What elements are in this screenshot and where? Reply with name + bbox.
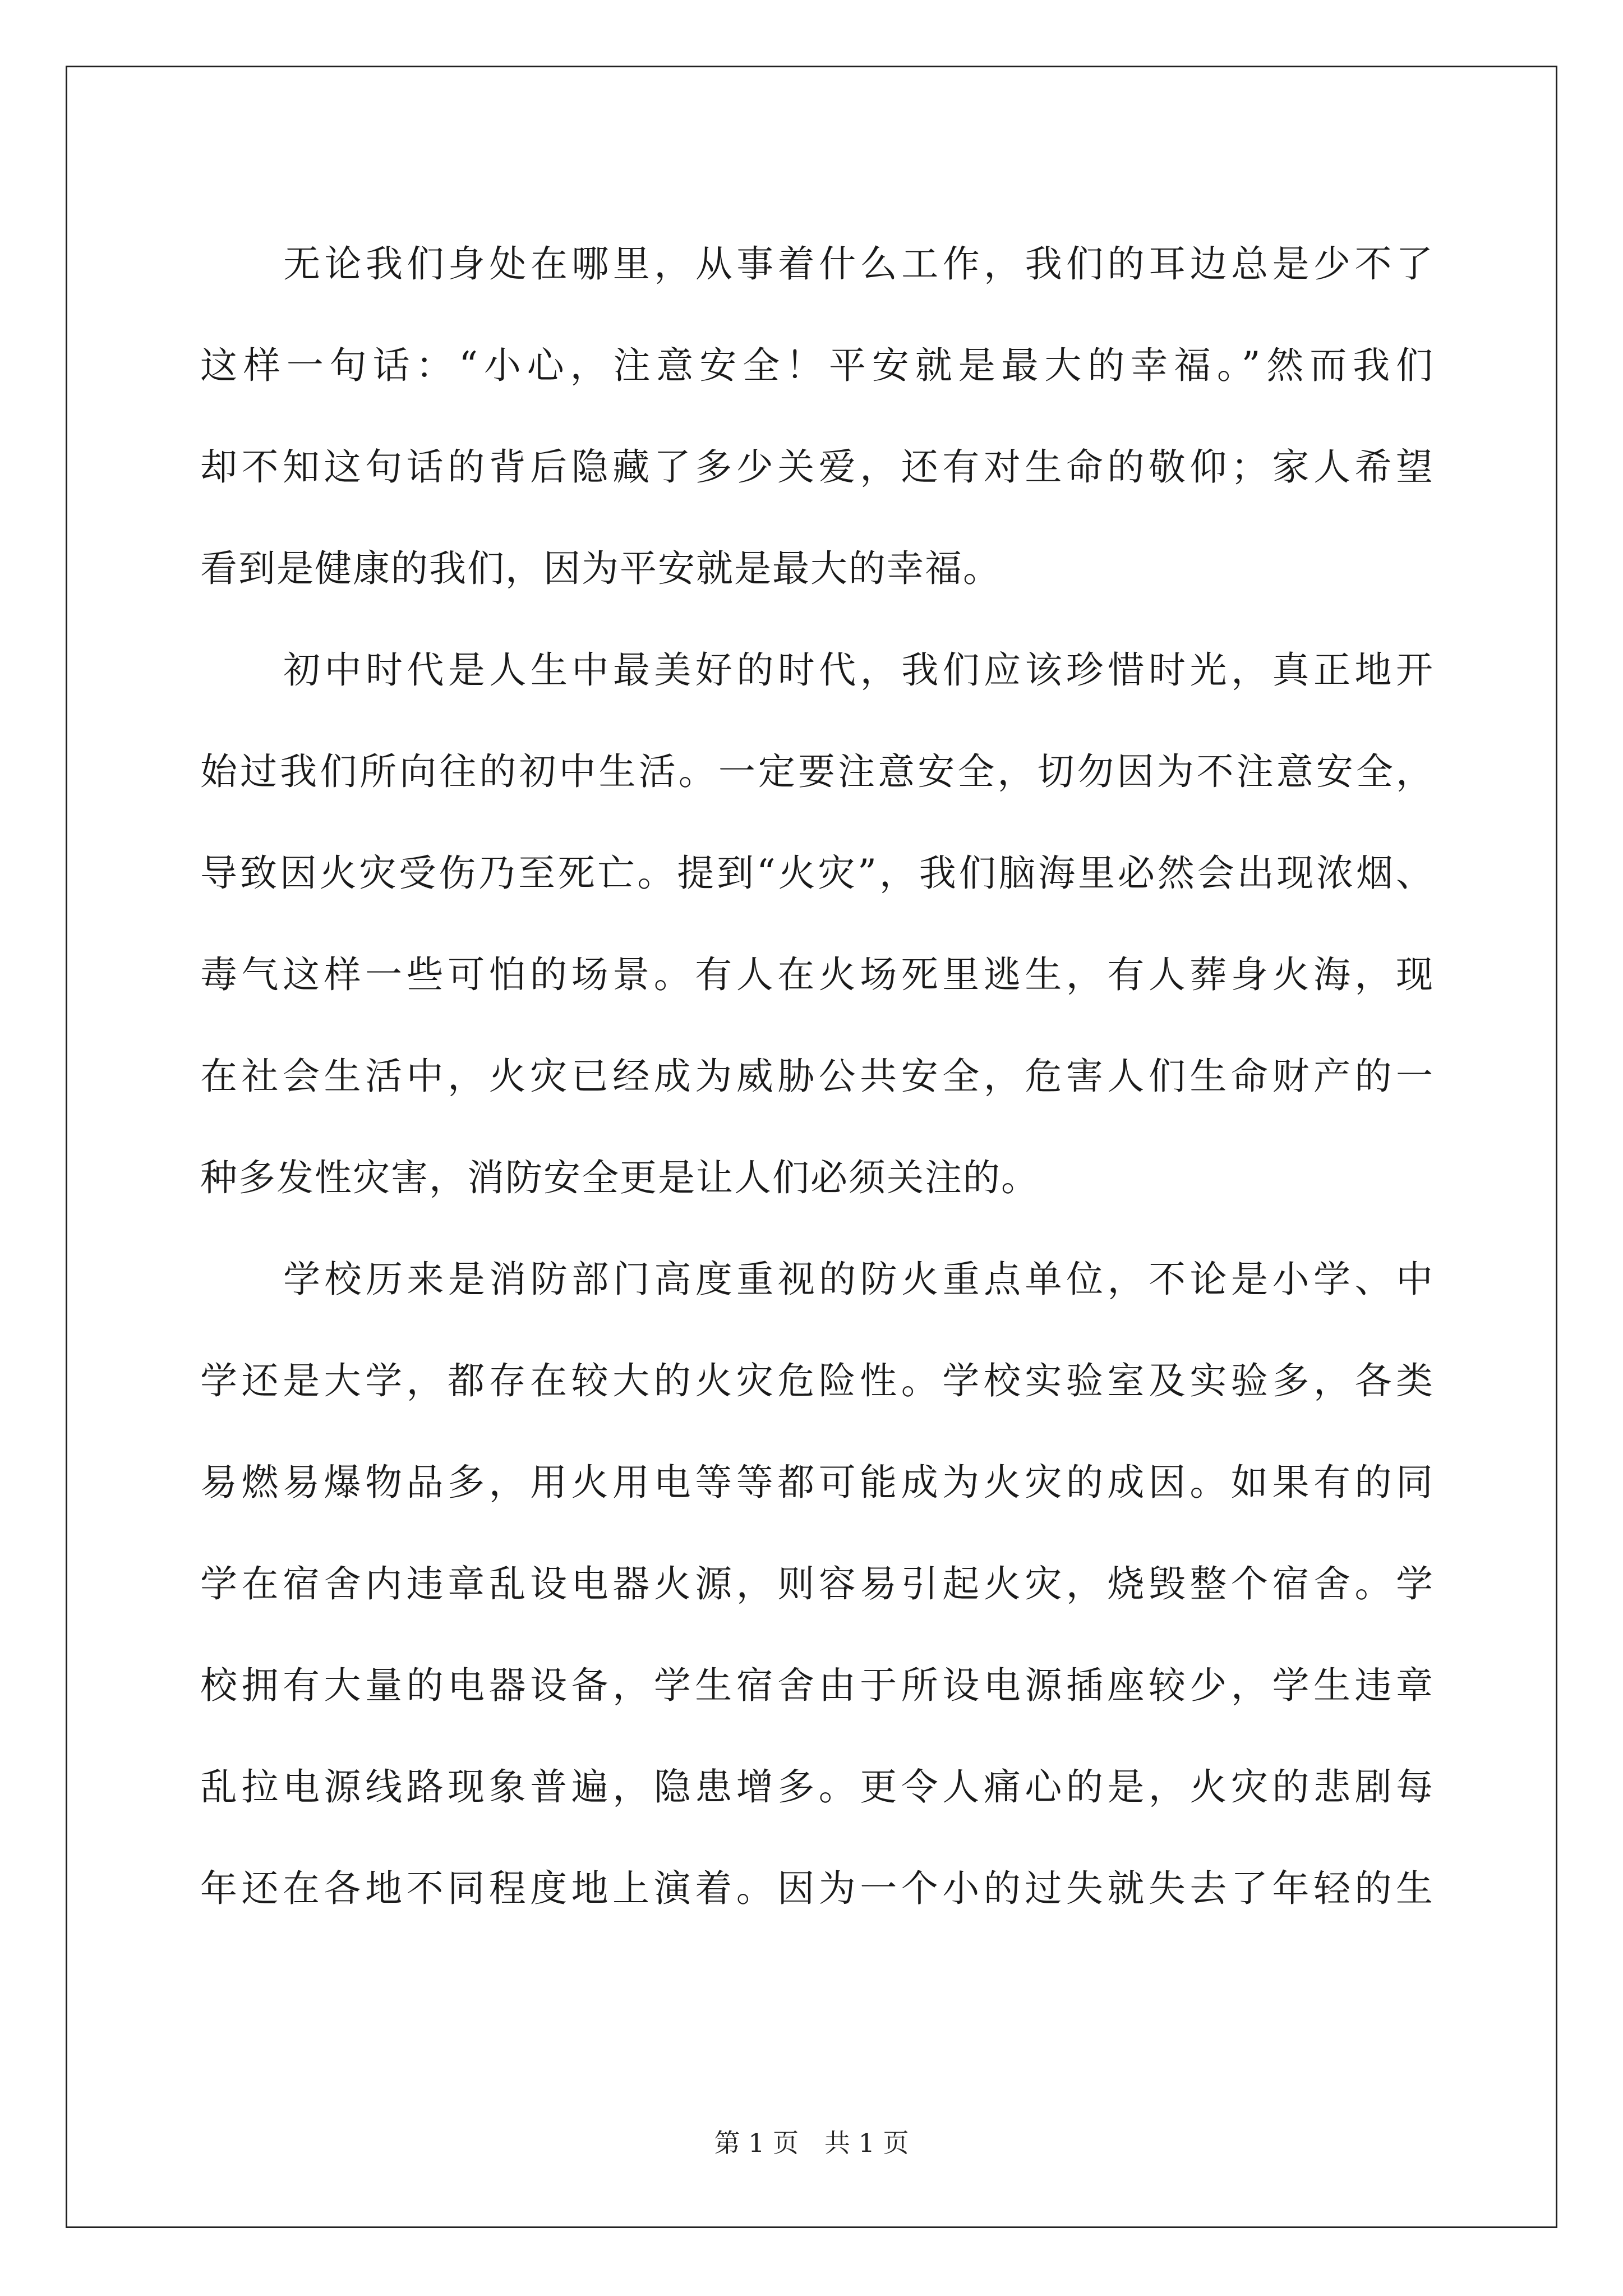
text-line: 校拥有大量的电器设备，学生宿舍由于所设电源插座较少，学生违章 xyxy=(200,1664,1434,1707)
text-line: 在社会生活中，火灾已经成为威胁公共安全，危害人们生命财产的一 xyxy=(200,1055,1434,1098)
text-line: 年还在各地不同程度地上演着。因为一个小的过失就失去了年轻的生 xyxy=(200,1867,1434,1910)
text-line: 毒气这样一些可怕的场景。有人在火场死里逃生，有人葬身火海，现 xyxy=(200,953,1434,996)
text-line: 乱拉电源线路现象普遍，隐患增多。更令人痛心的是，火灾的悲剧每 xyxy=(200,1765,1434,1809)
text-line: 种多发性灾害，消防安全更是让人们必须关注的。 xyxy=(200,1156,1039,1199)
text-line: 导致因火灾受伤乃至死亡。提到“火灾”，我们脑海里必然会出现浓烟、 xyxy=(200,852,1434,895)
text-line: 初中时代是人生中最美好的时代，我们应该珍惜时光，真正地开 xyxy=(283,648,1434,692)
text-line: 学校历来是消防部门高度重视的防火重点单位，不论是小学、中 xyxy=(283,1258,1434,1301)
text-line: 始过我们所向往的初中生活。一定要注意安全，切勿因为不注意安全， xyxy=(200,750,1434,793)
text-line: 学在宿舍内违章乱设电器火源，则容易引起火灾，烧毁整个宿舍。学 xyxy=(200,1562,1434,1605)
text-line: 无论我们身处在哪里，从事着什么工作，我们的耳边总是少不了 xyxy=(283,242,1434,286)
page-footer: 第 1 页 共 1 页 xyxy=(714,2128,909,2158)
text-line: 易燃易爆物品多，用火用电等等都可能成为火灾的成因。如果有的同 xyxy=(200,1461,1434,1504)
text-line: 学还是大学，都存在较大的火灾危险性。学校实验室及实验多，各类 xyxy=(200,1359,1434,1402)
text-line: 却不知这句话的背后隐藏了多少关爱，还有对生命的敬仰；家人希望 xyxy=(200,445,1434,489)
text-line: 看到是健康的我们，因为平安就是最大的幸福。 xyxy=(200,547,1001,590)
document-body xyxy=(200,213,1434,1939)
text-line: 这样一句话：“小心，注意安全！平安就是最大的幸福。”然而我们 xyxy=(200,344,1434,387)
